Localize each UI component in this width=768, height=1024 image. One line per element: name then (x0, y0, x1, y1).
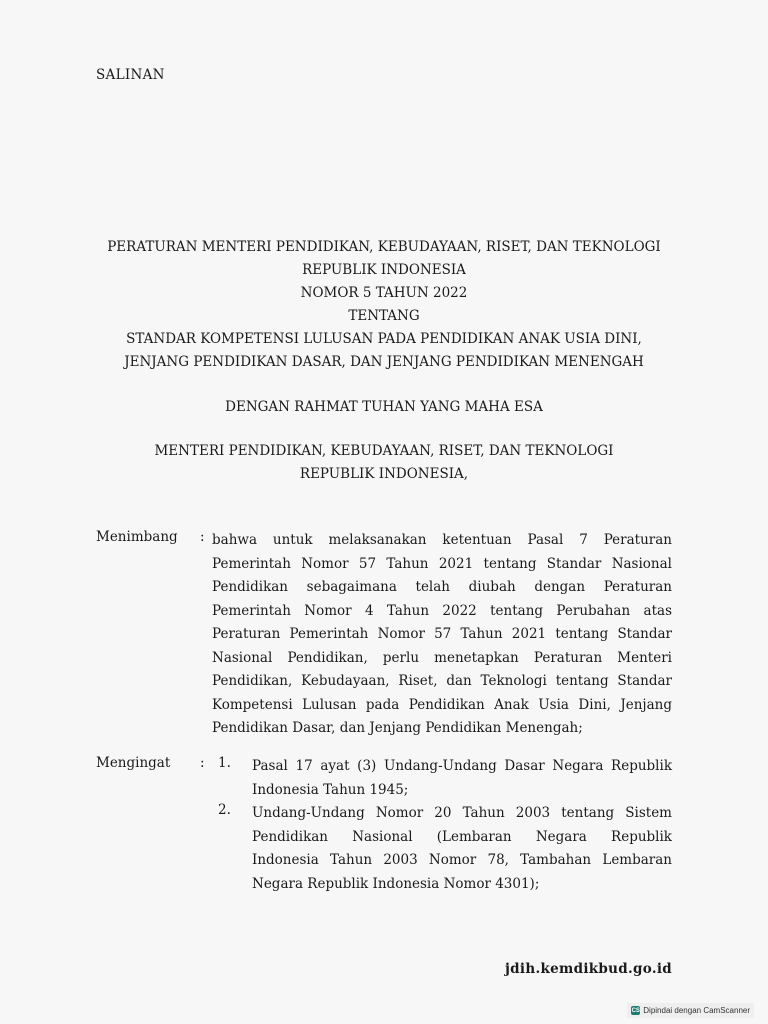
paragraph-line: Pemerintah Nomor 4 Tahun 2022 tentang Perubahan atas (212, 602, 672, 619)
salinan-label: SALINAN (96, 67, 165, 83)
paragraph-line: Pendidikan Dasar, dan Jenjang Pendidikan Menengah; (212, 720, 583, 736)
list-item (252, 802, 672, 896)
paragraph-line: Pemerintah Nomor 57 Tahun 2021 tentang Standar Nasional (212, 555, 672, 572)
list-item-line: Pasal 17 ayat (3) Undang-Undang Dasar Negara Republik (252, 758, 672, 774)
paragraph-line: Kompetensi Lulusan pada Pendidikan Anak Usia Dini, Jenjang (212, 696, 672, 713)
list-item-line: Undang-Undang Nomor 20 Tahun 2003 tentang Sistem (252, 805, 672, 821)
menimbang-paragraph (212, 529, 672, 741)
regulation-title (0, 236, 768, 374)
list-item (252, 755, 672, 802)
paragraph-line: Pendidikan sebagaimana telah diubah dengan Peraturan (212, 579, 672, 595)
paragraph-line: Pendidikan, Kebudayaan, Riset, dan Teknologi tentang Standar (212, 673, 672, 689)
menteri-line: MENTERI PENDIDIKAN, KEBUDAYAAN, RISET, DAN TEKNOLOGI (154, 443, 614, 459)
rahmat-statement (0, 396, 768, 419)
title-line: REPUBLIK INDONESIA (302, 262, 466, 278)
rahmat-line: DENGAN RAHMAT TUHAN YANG MAHA ESA (225, 399, 543, 415)
menimbang-colon: : (200, 529, 205, 545)
camscanner-text: Dipindai dengan CamScanner (643, 1006, 750, 1015)
paragraph-line: Peraturan Pemerintah Nomor 57 Tahun 2021 tentang Standar (212, 626, 672, 642)
list-item-line: Pendidikan Nasional (Lembaran Negara Republik (252, 828, 672, 845)
mengingat-colon: : (200, 755, 205, 771)
menteri-line: REPUBLIK INDONESIA, (299, 466, 469, 482)
title-line: JENJANG PENDIDIKAN DASAR, DAN JENJANG PENDIDIKAN MENENGAH (124, 354, 644, 370)
list-item-line: Indonesia Tahun 1945; (252, 781, 409, 798)
list-item-line: Negara Republik Indonesia Nomor 4301); (252, 875, 540, 892)
paragraph-line: Nasional Pendidikan, perlu menetapkan Peraturan Menteri (212, 649, 672, 666)
list-item-number: 2. (218, 802, 231, 818)
list-item-number: 1. (218, 755, 231, 771)
camscanner-icon: CS (631, 1007, 640, 1014)
list-item-line: Indonesia Tahun 2003 Nomor 78, Tambahan Lembaran (252, 852, 672, 868)
paragraph-line: bahwa untuk melaksanakan ketentuan Pasal 7 Peraturan (212, 532, 672, 548)
title-line: TENTANG (348, 308, 420, 324)
jdih-url: jdih.kemdikbud.go.id (505, 961, 672, 977)
mengingat-label: Mengingat (96, 755, 171, 771)
title-line: STANDAR KOMPETENSI LULUSAN PADA PENDIDIKAN ANAK USIA DINI, (126, 331, 642, 347)
camscanner-watermark (627, 1003, 754, 1018)
menteri-heading (0, 440, 768, 486)
title-line: NOMOR 5 TAHUN 2022 (300, 285, 468, 301)
menimbang-label: Menimbang (96, 529, 178, 545)
title-line: PERATURAN MENTERI PENDIDIKAN, KEBUDAYAAN, RISET, DAN TEKNOLOGI (107, 239, 661, 255)
